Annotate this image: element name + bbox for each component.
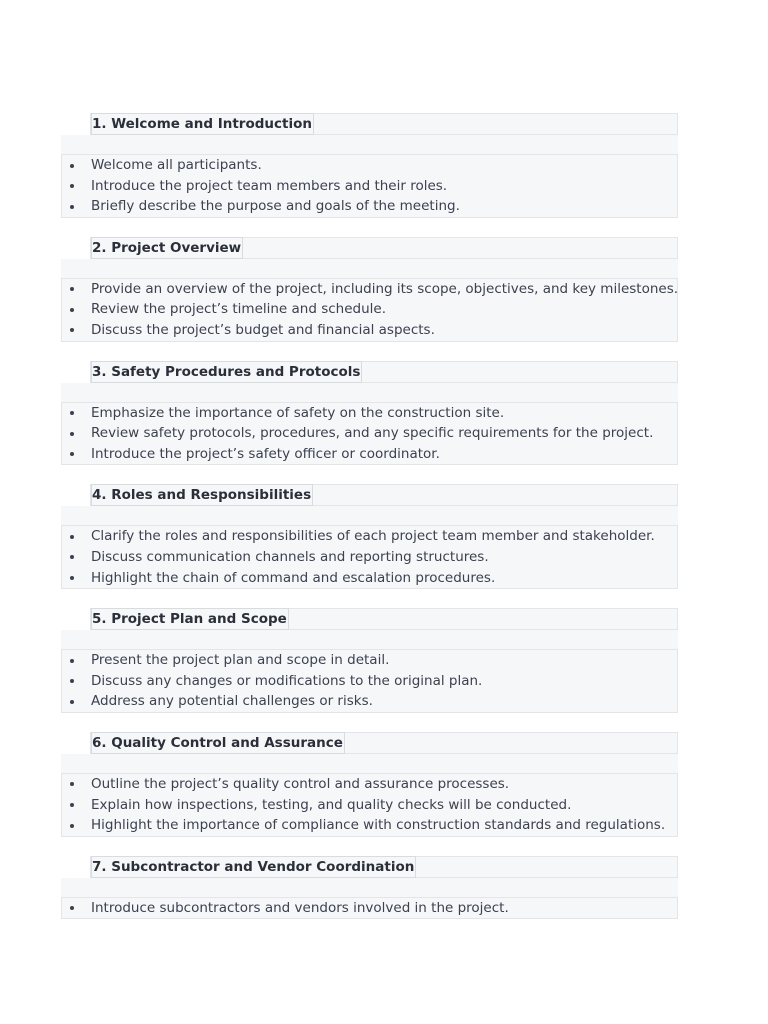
section-heading-row [90, 361, 678, 383]
list-item-text: Introduce subcontractors and vendors involved in the project. [91, 899, 509, 916]
list-item [62, 815, 677, 836]
section-heading-row [90, 608, 678, 630]
agenda-section [61, 856, 678, 920]
list-item-text: Review safety protocols, procedures, and any specific requirements for the project. [91, 425, 654, 442]
bullet-icon [70, 576, 74, 580]
section-gap [61, 589, 678, 608]
section-spacer [61, 506, 678, 525]
list-item-text: Present the project plan and scope in detail. [91, 652, 390, 669]
bullet-icon [70, 432, 74, 436]
section-heading: 3. Safety Procedures and Protocols [91, 361, 362, 383]
bullet-icon [70, 205, 74, 209]
list-item [62, 774, 677, 795]
list-item-text: Emphasize the importance of safety on the construction site. [91, 404, 505, 421]
bullet-icon [70, 184, 74, 188]
list-item [62, 650, 677, 671]
agenda-section [61, 484, 678, 608]
section-gap [61, 837, 678, 856]
section-heading-row [90, 484, 678, 506]
section-spacer [61, 878, 678, 897]
bullet-icon [70, 659, 74, 663]
bullet-icon [70, 803, 74, 807]
list-item [62, 176, 677, 197]
section-gap [61, 465, 678, 484]
list-item-text: Discuss communication channels and reporting structures. [91, 548, 489, 565]
section-spacer [61, 135, 678, 154]
list-item [62, 423, 677, 444]
bullet-list [61, 278, 678, 342]
section-spacer [61, 383, 678, 402]
bullet-icon [70, 700, 74, 704]
list-item [62, 671, 677, 692]
agenda-section [61, 732, 678, 856]
bullet-icon [70, 782, 74, 786]
section-spacer [61, 754, 678, 773]
list-item-text: Provide an overview of the project, including its scope, objectives, and key milestones. [91, 280, 679, 297]
bullet-icon [70, 287, 74, 291]
list-item [62, 403, 677, 424]
list-item-text: Highlight the importance of compliance with construction standards and regulations. [91, 817, 666, 834]
bullet-icon [70, 452, 74, 456]
list-item [62, 196, 677, 217]
list-item-text: Introduce the project’s safety officer or coordinator. [91, 445, 440, 462]
section-heading-row [90, 237, 678, 259]
section-spacer [61, 259, 678, 278]
agenda-section [61, 608, 678, 732]
list-item [62, 526, 677, 547]
bullet-list [61, 897, 678, 920]
list-item [62, 320, 677, 341]
section-heading-row [90, 856, 678, 878]
list-item [62, 547, 677, 568]
bullet-list [61, 402, 678, 466]
bullet-icon [70, 328, 74, 332]
list-item-text: Review the project’s timeline and schedule. [91, 301, 387, 318]
section-heading: 5. Project Plan and Scope [91, 608, 289, 630]
list-item-text: Outline the project’s quality control and assurance processes. [91, 775, 510, 792]
list-item [62, 444, 677, 465]
agenda-section [61, 361, 678, 485]
agenda-section [61, 113, 678, 237]
section-gap [61, 342, 678, 361]
list-item [62, 155, 677, 176]
section-gap [61, 218, 678, 237]
agenda-section [61, 237, 678, 361]
bullet-icon [70, 906, 74, 910]
list-item [62, 691, 677, 712]
bullet-list [61, 154, 678, 218]
bullet-icon [70, 164, 74, 168]
list-item [62, 568, 677, 589]
bullet-icon [70, 824, 74, 828]
list-item [62, 795, 677, 816]
list-item-text: Explain how inspections, testing, and quality checks will be conducted. [91, 796, 572, 813]
section-heading: 1. Welcome and Introduction [91, 113, 314, 135]
list-item-text: Briefly describe the purpose and goals of the meeting. [91, 198, 460, 215]
agenda-document [61, 113, 678, 919]
section-heading-row [90, 113, 678, 135]
bullet-list [61, 649, 678, 713]
section-gap [61, 713, 678, 732]
list-item-text: Discuss the project’s budget and financial aspects. [91, 321, 435, 338]
bullet-icon [70, 308, 74, 312]
bullet-icon [70, 535, 74, 539]
bullet-icon [70, 411, 74, 415]
list-item [62, 299, 677, 320]
bullet-list [61, 773, 678, 837]
section-spacer [61, 630, 678, 649]
section-heading: 6. Quality Control and Assurance [91, 732, 345, 754]
section-heading: 7. Subcontractor and Vendor Coordination [91, 856, 416, 878]
list-item [62, 898, 677, 919]
bullet-icon [70, 679, 74, 683]
list-item-text: Introduce the project team members and their roles. [91, 177, 448, 194]
section-heading: 2. Project Overview [91, 237, 243, 259]
list-item [62, 279, 677, 300]
list-item-text: Clarify the roles and responsibilities of each project team member and stakeholder. [91, 528, 655, 545]
bullet-icon [70, 555, 74, 559]
bullet-list [61, 525, 678, 589]
section-heading: 4. Roles and Responsibilities [91, 484, 313, 506]
list-item-text: Highlight the chain of command and escalation procedures. [91, 569, 496, 586]
list-item-text: Discuss any changes or modifications to the original plan. [91, 672, 483, 689]
section-heading-row [90, 732, 678, 754]
list-item-text: Welcome all participants. [91, 157, 262, 173]
list-item-text: Address any potential challenges or risks. [91, 693, 373, 710]
